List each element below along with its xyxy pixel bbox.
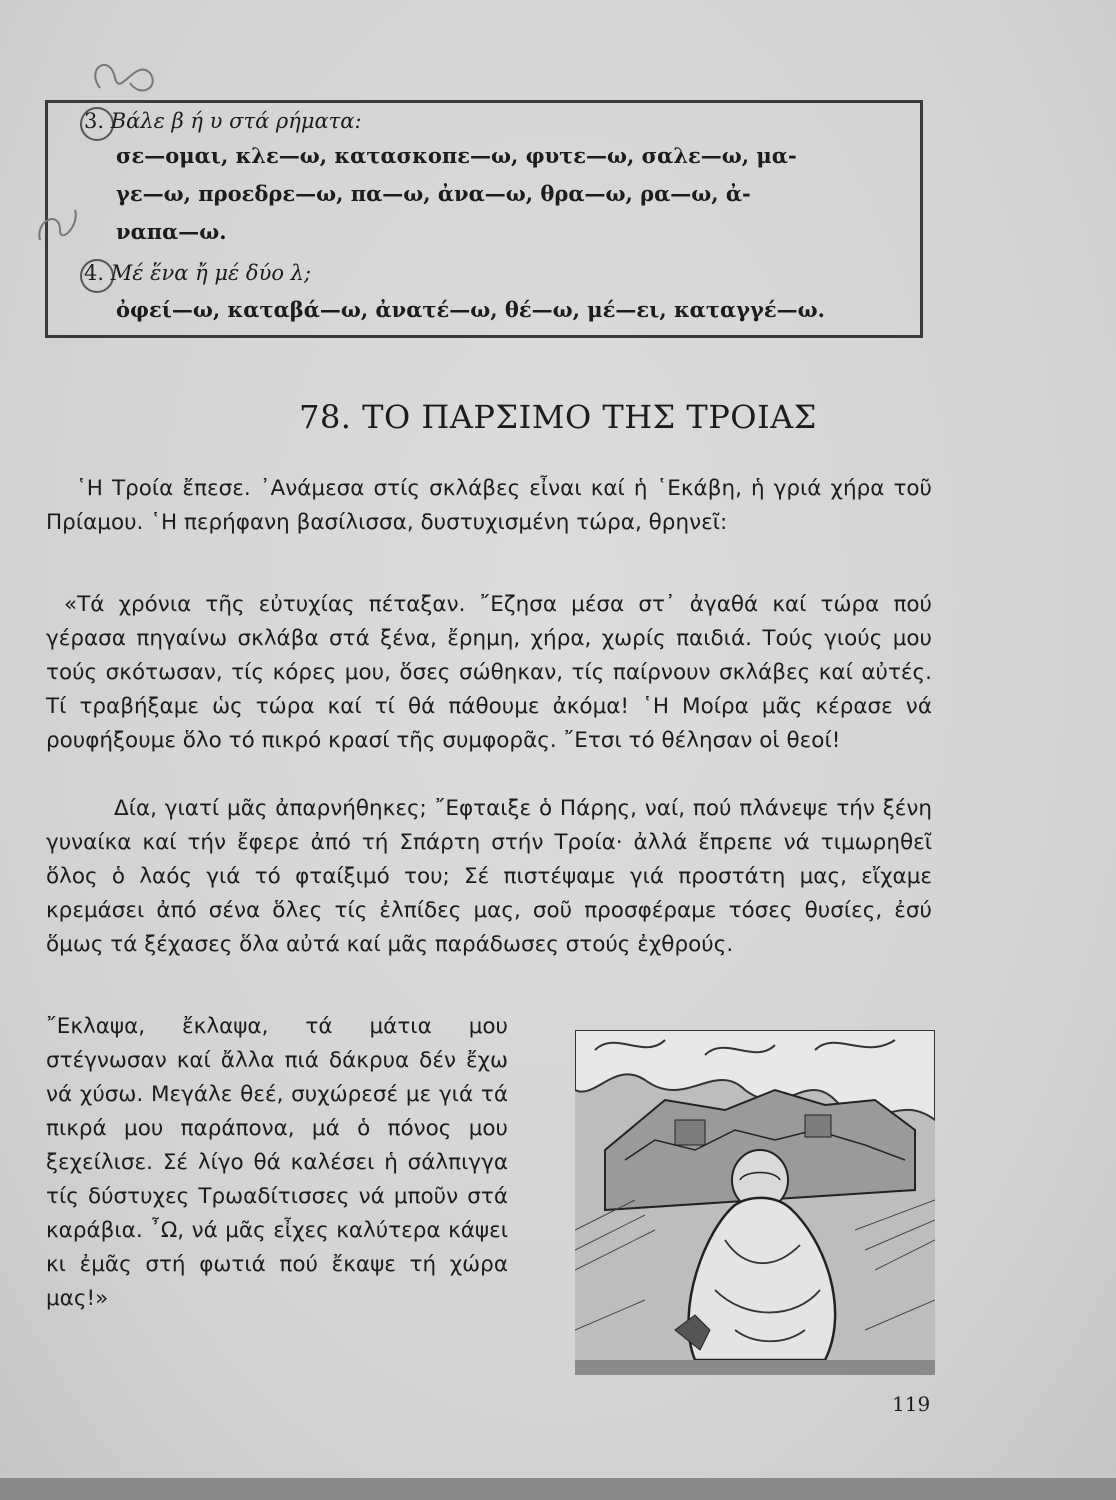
exercise-box — [45, 100, 923, 338]
handwritten-scribble-left — [30, 200, 90, 260]
paragraph-1: ῾Η Τροία ἔπεσε. ᾿Ανάμεσα στίς σκλάβες εἶναι καί ἡ ῾Εκάβη, ἡ γριά χήρα τοῦ Πρίαμου. ῾Η περήφανη βασίλισσα, δυστυχισμένη τώρα, θρηνεῖ: — [46, 476, 932, 535]
exercise-3-number: 3. — [84, 109, 105, 133]
exercise-3-instruction: Βάλε β ή υ στά ρήματα: — [110, 109, 362, 133]
page-bottom-edge — [0, 1478, 1116, 1500]
handwritten-scribble-top — [80, 48, 170, 108]
exercise-3-line-2: γε—ω, προεδρε—ω, πα—ω, ἀνα—ω, θρα—ω, ρα—ω, ἀ- — [116, 181, 751, 206]
exercise-3-line-3: ναπα—ω. — [116, 219, 227, 244]
exercise-3-line-1: σε—ομαι, κλε—ω, κατασκοπε—ω, φυτε—ω, σαλε—ω, μα- — [116, 143, 797, 168]
exercise-4-instruction: Μέ ἕνα ἤ μέ δύο λ; — [110, 261, 312, 285]
paragraph-2: «Τά χρόνια τῆς εὐτυχίας πέταξαν. ῎Εζησα μέσα στ᾿ ἀγαθά καί τώρα πού γέρασα πηγαίνω σκλάβα στά ξένα, ἔρημη, χήρα, χωρίς παιδιά. Τούς γιούς μου τούς σκότωσαν, τίς κόρες μου, ὅσες σώθηκαν, τίς παίρνουν σκλάβες καί αὐτές. Τί τραβήξαμε ὡς τώρα καί τί θά πάθουμε ἀκόμα! ῾Η Μοίρα μᾶς κέρασε νά ρουφήξουμε ὅλο τό πικρό κρασί τῆς συμφορᾶς. ῎Ετσι τό θέλησαν οἱ θεοί! — [46, 592, 932, 753]
exercise-4-header — [84, 261, 311, 285]
exercise-3-header — [84, 109, 362, 133]
exercise-4-line-1: ὀφεί—ω, καταβά—ω, ἀνατέ—ω, θέ—ω, μέ—ει, καταγγέ—ω. — [116, 297, 825, 322]
illustration-hecuba-mourning — [575, 1030, 935, 1375]
paragraph-4: ῎Εκλαψα, ἔκλαψα, τά μάτια μου στέγνωσαν καί ἄλλα πιά δάκρυα δέν ἔχω νά χύσω. Μεγάλε θεέ, συχώρεσέ με γιά τά πικρά μου παράπονα, μά ὁ πόνος μου ξεχείλισε. Σέ λίγο θά καλέσει ἡ σάλπιγγα τίς δύστυχες Τρωαδίτισσες νά μποῦν στά καράβια. ῏Ω, νά μᾶς εἶχες καλύτερα κάψει κι ἐμᾶς στή φωτιά πού ἔκαψε τή χώρα μας!» — [46, 1014, 508, 1311]
page-number: 119 — [892, 1392, 931, 1416]
exercise-4-number: 4. — [84, 261, 105, 285]
paragraph-3: Δία, γιατί μᾶς ἀπαρνήθηκες; ῎Εφταιξε ὁ Πάρης, ναί, πού πλάνεψε τήν ξένη γυναίκα καί τήν ἔφερε ἀπό τή Σπάρτη στήν Τροία· ἀλλά ἔπρεπε νά τιμωρηθεῖ ὅλος ὁ λαός γιά τό φταίξιμό του; Σέ πιστέψαμε γιά προστάτη μας, εἴχαμε κρεμάσει ἀπό σένα ὅλες τίς ἐλπίδες μας, σοῦ προσφέραμε τόσες θυσίες, ἐσύ ὅμως τά ξέχασες ὅλα αὐτά καί μᾶς παράδωσες στούς ἐχθρούς. — [46, 796, 932, 957]
chapter-title: 78. ΤΟ ΠΑΡΣΙΜΟ ΤΗΣ ΤΡΟΙΑΣ — [299, 398, 817, 436]
